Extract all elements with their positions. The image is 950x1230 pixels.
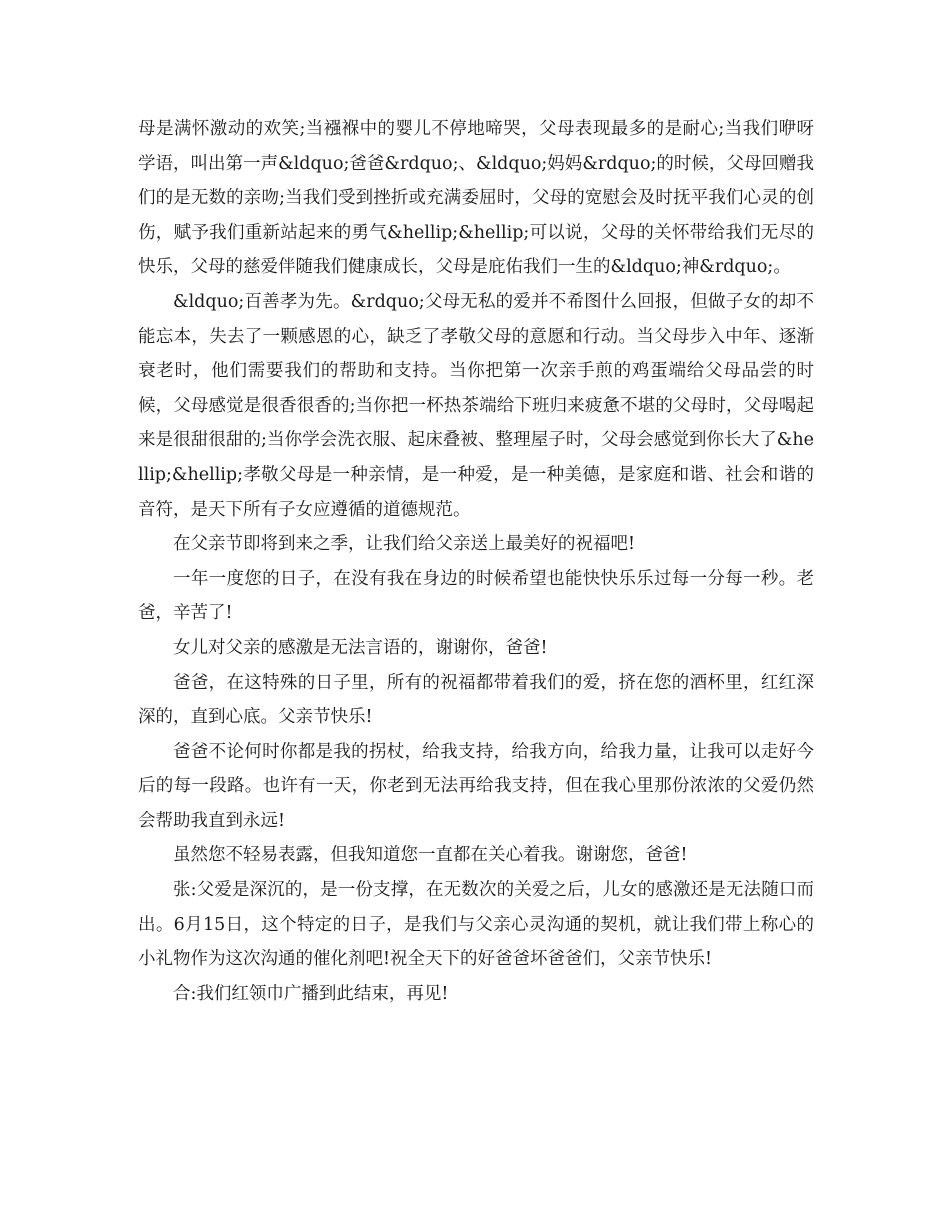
paragraph-blessing-4: 爸爸不论何时你都是我的拐杖，给我支持，给我方向，给我力量，让我可以走好今后的每一段路。也许有一天，你老到无法再给我支持，但在我心里那份浓浓的父爱仍然会帮助我直到永远! — [138, 741, 814, 831]
paragraph-parents-love: 母是满怀激动的欢笑;当襁褓中的婴儿不停地啼哭，父母表现最多的是耐心;当我们咿呀学语，叫出第一声&ldquo;爸爸&rdquo;、&ldquo;妈妈&rdquo;的时候，父母回赠我们的是无数的亲吻;当我们受到挫折或充满委屈时，父母的宽慰会及时抚平我们心灵的创伤，赋予我们重新站起来的勇气&hellip;&hellip;可以说，父母的关怀带给我们无尽的快乐，父母的慈爱伴随我们健康成长，父母是庇佑我们一生的&ldquo;神&rdquo;。 — [138, 119, 814, 278]
paragraph-blessing-3: 爸爸，在这特殊的日子里，所有的祝福都带着我们的爱，挤在您的酒杯里，红红深深的，直到心底。父亲节快乐! — [138, 672, 814, 728]
paragraph-fathers-day-intro: 在父亲节即将到来之季，让我们给父亲送上最美好的祝福吧! — [173, 534, 636, 555]
paragraph-zhang-closing: 张:父爱是深沉的，是一份支撑，在无数次的关爱之后，儿女的感激还是无法随口而出。6月15日，这个特定的日子，是我们与父亲心灵沟通的契机，就让我们带上称心的小礼物作为这次沟通的催化剂吧!祝全天下的好爸爸坏爸爸们，父亲节快乐! — [138, 880, 814, 970]
paragraph-blessing-5: 虽然您不轻易表露，但我知道您一直都在关心着我。谢谢您，爸爸! — [173, 845, 688, 866]
paragraph-filial-piety: &ldquo;百善孝为先。&rdquo;父母无私的爱并不希图什么回报，但做子女的却不能忘本，失去了一颗感恩的心，缺乏了孝敬父母的意愿和行动。当父母步入中年、逐渐衰老时，他们需要我们的帮助和支持。当你把第一次亲手煎的鸡蛋端给父母品尝的时候，父母感觉是很香很香的;当你把一杯热茶端给下班归来疲惫不堪的父母时，父母喝起来是很甜很甜的;当你学会洗衣服、起床叠被、整理屋子时，父母会感觉到你长大了&hellip;&hellip;孝敬父母是一种亲情，是一种爱，是一种美德，是家庭和谐、社会和谐的音符，是天下所有子女应遵循的道德规范。 — [138, 291, 814, 520]
paragraph-blessing-2: 女儿对父亲的感激是无法言语的，谢谢你，爸爸! — [173, 637, 548, 658]
paragraph-broadcast-end: 合:我们红领巾广播到此结束，再见! — [173, 983, 449, 1004]
paragraph-blessing-1: 一年一度您的日子，在没有我在身边的时候希望也能快快乐乐过每一分每一秒。老爸，辛苦了! — [138, 568, 814, 624]
document-body — [138, 112, 814, 1011]
